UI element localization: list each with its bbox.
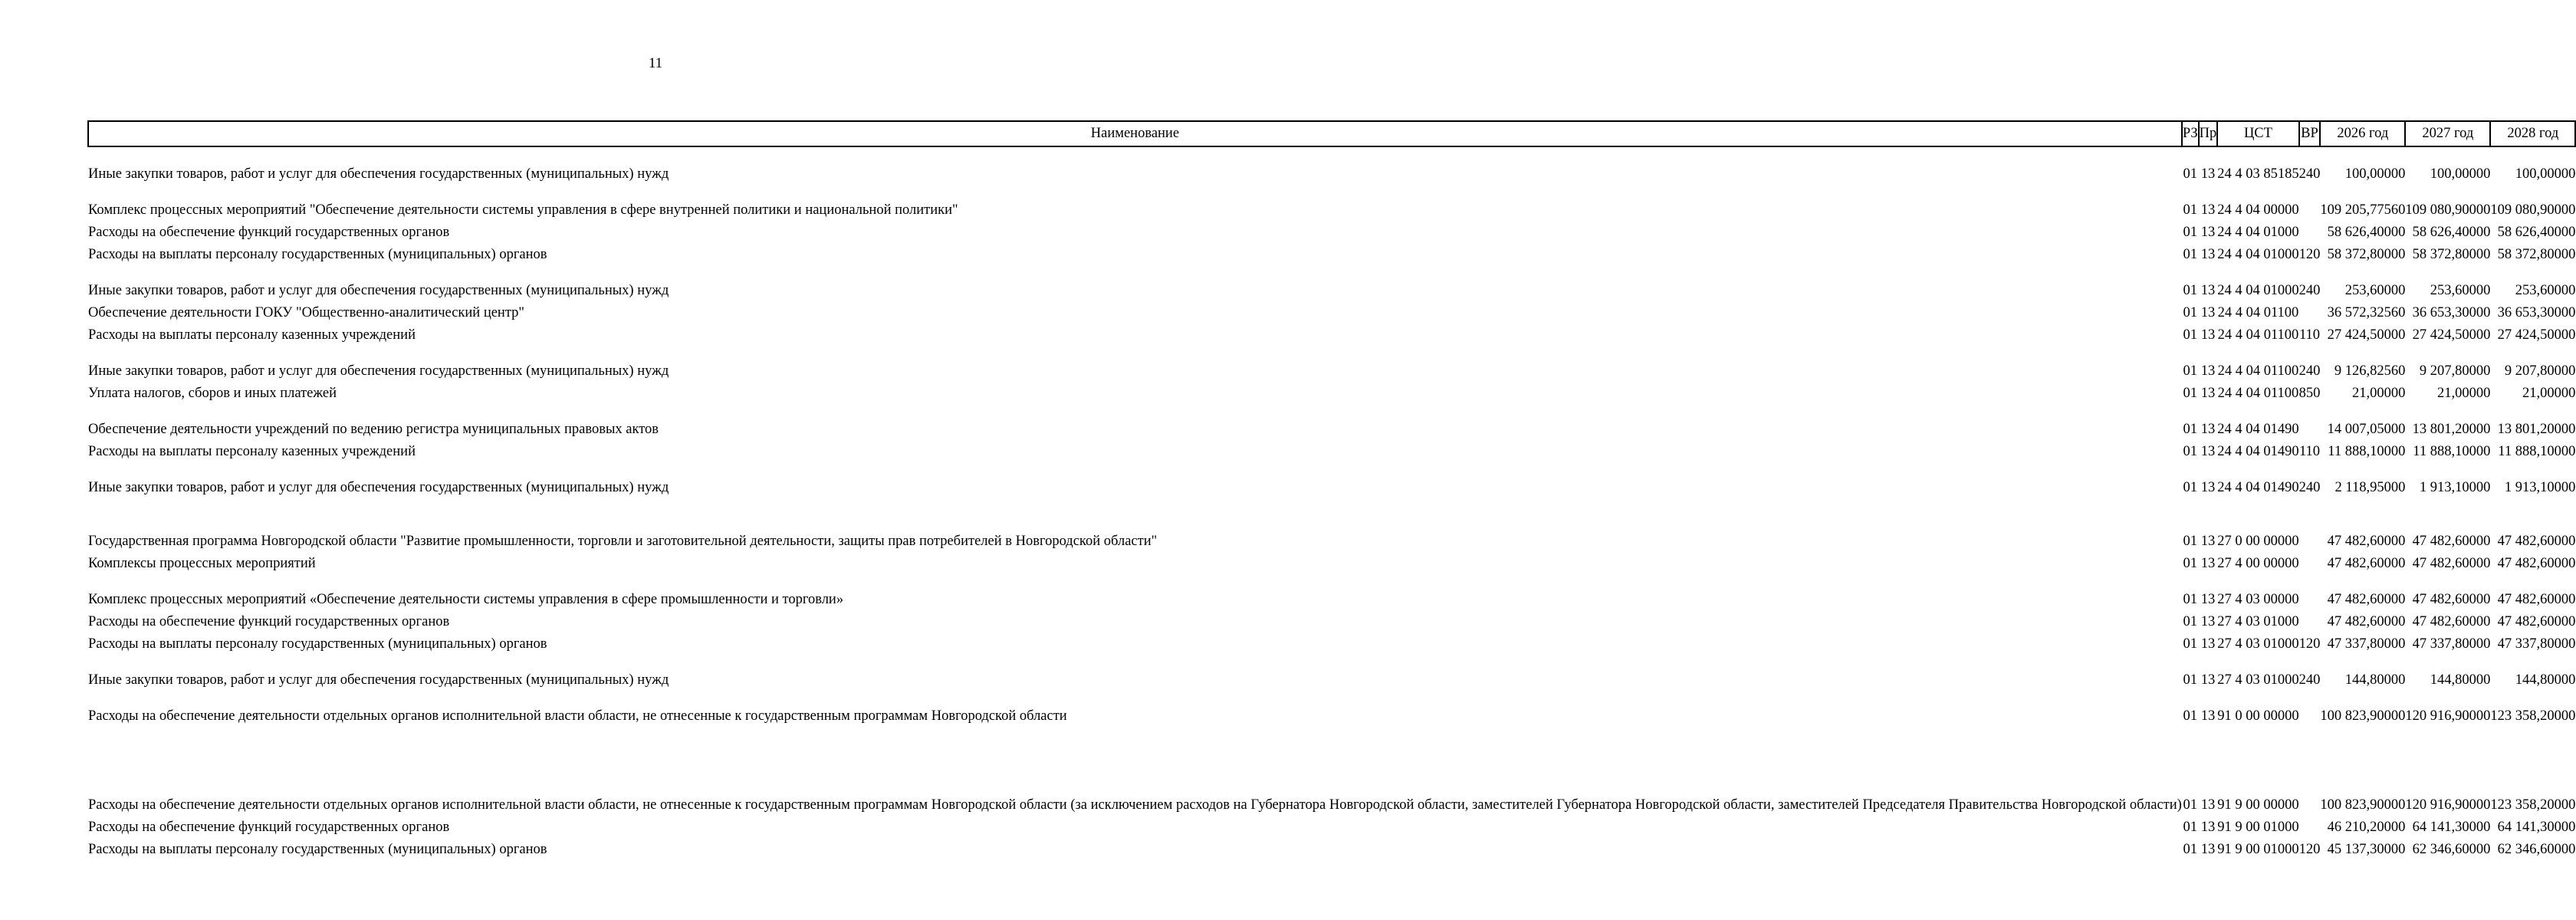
- table-row: [88, 609, 2575, 631]
- row-2028: 109 080,90000: [2490, 202, 2576, 218]
- page-number: 11: [648, 55, 663, 71]
- row-vr: 110: [2298, 327, 2321, 343]
- row-2026: 46 210,20000: [2327, 820, 2406, 835]
- row-rz: 01: [2183, 225, 2197, 240]
- row-2026: 100 823,90000: [2320, 708, 2406, 724]
- row-rz: 01: [2183, 797, 2197, 813]
- row-rz: 01: [2183, 247, 2197, 262]
- table-row: [88, 550, 2575, 573]
- row-2026: 2 118,95000: [2334, 480, 2406, 495]
- table-row: [88, 836, 2575, 859]
- row-cst: 27 4 03 01000: [2217, 672, 2299, 688]
- header-rz: РЗ: [2182, 121, 2199, 146]
- row-rz: 01: [2183, 305, 2197, 320]
- row-2028: 62 346,60000: [2497, 842, 2576, 857]
- table-row: [88, 219, 2575, 242]
- row-vr: [2299, 300, 2321, 322]
- row-2028: 144,80000: [2515, 672, 2576, 688]
- row-vr: 850: [2298, 386, 2321, 401]
- row-rz: 01: [2183, 672, 2197, 688]
- row-name: Расходы на обеспечение деятельности отдельных органов исполнительной власти области, не отнесенные к государственным программам Новгородской области (за исключением расходов на Губернатора Новгородской области, заместителей Губернатора Новгородской области, заместителей Председателя Правительства Новгородской области): [88, 797, 2182, 813]
- row-2028: 58 372,80000: [2497, 247, 2576, 262]
- row-vr: [2299, 402, 2321, 439]
- row-2026: 47 482,60000: [2327, 592, 2406, 607]
- header-2026: 2026 год: [2320, 121, 2405, 146]
- row-2026: 11 888,10000: [2328, 444, 2406, 459]
- row-2028: 123 358,20000: [2490, 708, 2576, 724]
- row-cst: 27 0 00 00000: [2217, 534, 2299, 549]
- row-name: Обеспечение деятельности учреждений по ведению регистра муниципальных правовых актов: [88, 422, 659, 437]
- row-vr: [2299, 183, 2321, 219]
- row-2026: 47 337,80000: [2327, 636, 2406, 652]
- row-name: Расходы на обеспечение деятельности отдельных органов исполнительной власти области, не отнесенные к государственным программам Новгородской области: [88, 708, 1067, 724]
- row-2028: 36 653,30000: [2497, 305, 2576, 320]
- table-row: [88, 497, 2575, 550]
- row-2026: 58 626,40000: [2327, 225, 2406, 240]
- row-2027: 9 207,80000: [2419, 363, 2491, 379]
- table-row: [88, 183, 2575, 219]
- row-pr: 13: [2200, 386, 2216, 401]
- row-2028: 1 913,10000: [2504, 480, 2576, 495]
- row-vr: 240: [2298, 283, 2321, 298]
- row-cst: 24 4 04 01100: [2217, 386, 2299, 401]
- row-2027: 47 337,80000: [2412, 636, 2491, 652]
- row-pr: 13: [2200, 225, 2216, 240]
- table-row: [88, 402, 2575, 439]
- header-cst: ЦСТ: [2217, 121, 2298, 146]
- row-cst: 91 9 00 01000: [2217, 820, 2299, 835]
- row-cst: 24 4 04 01490: [2217, 444, 2299, 459]
- row-name: Государственная программа Новгородской области "Развитие промышленности, торговли и заготовительной деятельности, защиты прав потребителей в Новгородской области": [88, 534, 1158, 549]
- row-vr: 240: [2298, 480, 2321, 495]
- row-vr: 120: [2298, 636, 2321, 652]
- table-row: [88, 242, 2575, 264]
- row-pr: 13: [2200, 534, 2216, 549]
- row-vr: [2299, 573, 2321, 609]
- row-2026: 100,00000: [2344, 166, 2406, 182]
- row-2028: 47 482,60000: [2497, 592, 2576, 607]
- table-row: [88, 380, 2575, 402]
- header-vr: ВР: [2299, 121, 2321, 146]
- row-name: Иные закупки товаров, работ и услуг для обеспечения государственных (муниципальных) нужд: [88, 480, 669, 495]
- table-row: [88, 689, 2575, 725]
- row-vr: [2299, 814, 2321, 836]
- row-2027: 1 913,10000: [2419, 480, 2491, 495]
- row-pr: 13: [2200, 672, 2216, 688]
- row-2028: 47 482,60000: [2497, 614, 2576, 629]
- row-2028: 253,60000: [2515, 283, 2576, 298]
- row-name: Иные закупки товаров, работ и услуг для обеспечения государственных (муниципальных) нужд: [88, 283, 669, 298]
- row-2027: 13 801,20000: [2412, 422, 2491, 437]
- row-2027: 100,00000: [2430, 166, 2491, 182]
- row-cst: 27 4 03 01000: [2217, 614, 2299, 629]
- row-vr: 240: [2298, 363, 2321, 379]
- row-2026: 109 205,77560: [2320, 202, 2406, 218]
- row-rz: 01: [2183, 327, 2197, 343]
- budget-table: [87, 120, 2576, 859]
- row-2026: 253,60000: [2344, 283, 2406, 298]
- header-name: Наименование: [88, 121, 2182, 146]
- row-rz: 01: [2183, 614, 2197, 629]
- row-2027: 58 626,40000: [2412, 225, 2491, 240]
- row-cst: 24 4 04 00000: [2217, 202, 2299, 218]
- row-2027: 58 372,80000: [2412, 247, 2491, 262]
- row-2027: 47 482,60000: [2412, 592, 2491, 607]
- row-vr: 240: [2298, 672, 2321, 688]
- row-pr: 13: [2200, 708, 2216, 724]
- row-cst: 91 9 00 01000: [2217, 842, 2299, 857]
- row-rz: 01: [2183, 166, 2197, 182]
- row-2027: 120 916,90000: [2405, 797, 2491, 813]
- row-2027: 253,60000: [2430, 283, 2491, 298]
- header-2027: 2027 год: [2405, 121, 2490, 146]
- row-vr: 240: [2298, 166, 2321, 182]
- row-pr: 13: [2200, 797, 2216, 813]
- row-2028: 13 801,20000: [2497, 422, 2576, 437]
- row-rz: 01: [2183, 708, 2197, 724]
- row-pr: 13: [2200, 166, 2216, 182]
- row-2026: 36 572,32560: [2327, 305, 2406, 320]
- row-2026: 47 482,60000: [2327, 534, 2406, 549]
- row-name: Расходы на обеспечение функций государственных органов: [88, 225, 450, 240]
- row-cst: 24 4 04 01490: [2217, 422, 2299, 437]
- row-2027: 144,80000: [2430, 672, 2491, 688]
- row-pr: 13: [2200, 480, 2216, 495]
- row-rz: 01: [2183, 363, 2197, 379]
- row-pr: 13: [2200, 820, 2216, 835]
- row-vr: [2299, 219, 2321, 242]
- header-pr: Пр: [2199, 121, 2218, 146]
- row-pr: 13: [2200, 842, 2216, 857]
- row-2026: 45 137,30000: [2327, 842, 2406, 857]
- row-2028: 123 358,20000: [2490, 797, 2576, 813]
- row-2026: 144,80000: [2344, 672, 2406, 688]
- row-2027: 64 141,30000: [2412, 820, 2491, 835]
- row-2026: 47 482,60000: [2327, 556, 2406, 571]
- table-body: [88, 146, 2575, 859]
- row-cst: 24 4 04 01100: [2217, 363, 2299, 379]
- row-2027: 27 424,50000: [2412, 327, 2491, 343]
- row-pr: 13: [2200, 327, 2216, 343]
- row-2028: 9 207,80000: [2504, 363, 2576, 379]
- row-vr: 120: [2298, 842, 2321, 857]
- row-vr: 120: [2298, 247, 2321, 262]
- row-cst: 24 4 04 01000: [2217, 225, 2299, 240]
- row-rz: 01: [2183, 556, 2197, 571]
- row-pr: 13: [2200, 636, 2216, 652]
- table-row: [88, 461, 2575, 497]
- row-2028: 27 424,50000: [2497, 327, 2576, 343]
- row-vr: [2299, 689, 2321, 725]
- row-2026: 47 482,60000: [2327, 614, 2406, 629]
- row-name: Иные закупки товаров, работ и услуг для обеспечения государственных (муниципальных) нужд: [88, 363, 669, 379]
- row-cst: 91 0 00 00000: [2217, 708, 2299, 724]
- row-name: Расходы на выплаты персоналу государственных (муниципальных) органов: [88, 247, 547, 262]
- table-row: [88, 631, 2575, 653]
- row-cst: 24 4 04 01100: [2217, 305, 2299, 320]
- row-2026: 9 126,82560: [2334, 363, 2406, 379]
- row-pr: 13: [2200, 444, 2216, 459]
- row-pr: 13: [2200, 247, 2216, 262]
- row-pr: 13: [2200, 422, 2216, 437]
- row-2027: 47 482,60000: [2412, 534, 2491, 549]
- table-row: [88, 300, 2575, 322]
- row-name: Комплекс процессных мероприятий «Обеспечение деятельности системы управления в сфере промышленности и торговли»: [88, 592, 844, 607]
- row-cst: 27 4 03 01000: [2217, 636, 2299, 652]
- table-row: [88, 146, 2575, 183]
- row-2027: 21,00000: [2437, 386, 2491, 401]
- row-name: Уплата налогов, сборов и иных платежей: [88, 386, 337, 401]
- row-2027: 62 346,60000: [2412, 842, 2491, 857]
- row-vr: [2299, 497, 2321, 550]
- row-2026: 21,00000: [2352, 386, 2406, 401]
- row-name: Иные закупки товаров, работ и услуг для обеспечения государственных (муниципальных) нужд: [88, 166, 669, 182]
- row-2028: 21,00000: [2522, 386, 2576, 401]
- row-name: Расходы на выплаты персоналу государственных (муниципальных) органов: [88, 636, 547, 652]
- row-2028: 47 337,80000: [2497, 636, 2576, 652]
- row-2028: 64 141,30000: [2497, 820, 2576, 835]
- row-cst: 91 9 00 00000: [2217, 797, 2299, 813]
- row-name: Расходы на обеспечение функций государственных органов: [88, 614, 450, 629]
- table-row: [88, 344, 2575, 380]
- row-pr: 13: [2200, 283, 2216, 298]
- row-rz: 01: [2183, 422, 2197, 437]
- row-2026: 58 372,80000: [2327, 247, 2406, 262]
- row-2026: 100 823,90000: [2320, 797, 2406, 813]
- row-vr: [2299, 725, 2321, 814]
- row-vr: 110: [2298, 444, 2321, 459]
- row-name: Расходы на выплаты персоналу казенных учреждений: [88, 444, 416, 459]
- row-pr: 13: [2200, 202, 2216, 218]
- row-2027: 109 080,90000: [2405, 202, 2491, 218]
- table-row: [88, 439, 2575, 461]
- row-cst: 27 4 00 00000: [2217, 556, 2299, 571]
- table-row: [88, 814, 2575, 836]
- row-pr: 13: [2200, 614, 2216, 629]
- row-pr: 13: [2200, 592, 2216, 607]
- row-cst: 24 4 04 01000: [2217, 283, 2299, 298]
- row-2026: 14 007,05000: [2327, 422, 2406, 437]
- row-2027: 11 888,10000: [2413, 444, 2491, 459]
- row-pr: 13: [2200, 363, 2216, 379]
- row-rz: 01: [2183, 842, 2197, 857]
- row-rz: 01: [2183, 444, 2197, 459]
- row-2027: 47 482,60000: [2412, 556, 2491, 571]
- row-cst: 27 4 03 00000: [2217, 592, 2299, 607]
- table-row: [88, 725, 2575, 814]
- row-vr: [2299, 550, 2321, 573]
- table-row: [88, 573, 2575, 609]
- row-rz: 01: [2183, 592, 2197, 607]
- row-rz: 01: [2183, 820, 2197, 835]
- table-row: [88, 322, 2575, 344]
- row-cst: 24 4 04 01100: [2217, 327, 2299, 343]
- row-rz: 01: [2183, 202, 2197, 218]
- row-2027: 47 482,60000: [2412, 614, 2491, 629]
- row-rz: 01: [2183, 386, 2197, 401]
- row-rz: 01: [2183, 636, 2197, 652]
- row-cst: 24 4 03 85185: [2217, 166, 2299, 182]
- row-2026: 27 424,50000: [2327, 327, 2406, 343]
- row-name: Расходы на обеспечение функций государственных органов: [88, 820, 450, 835]
- table-row: [88, 653, 2575, 689]
- row-2028: 58 626,40000: [2497, 225, 2576, 240]
- row-name: Иные закупки товаров, работ и услуг для обеспечения государственных (муниципальных) нужд: [88, 672, 669, 688]
- row-rz: 01: [2183, 480, 2197, 495]
- row-2028: 11 888,10000: [2498, 444, 2576, 459]
- table-row: [88, 264, 2575, 300]
- row-cst: 24 4 04 01000: [2217, 247, 2299, 262]
- row-name: Расходы на выплаты персоналу государственных (муниципальных) органов: [88, 842, 547, 857]
- row-pr: 13: [2200, 305, 2216, 320]
- row-2028: 47 482,60000: [2497, 534, 2576, 549]
- row-pr: 13: [2200, 556, 2216, 571]
- row-cst: 24 4 04 01490: [2217, 480, 2299, 495]
- header-2028: 2028 год: [2490, 121, 2575, 146]
- row-2028: 100,00000: [2515, 166, 2576, 182]
- row-2027: 120 916,90000: [2405, 708, 2491, 724]
- row-vr: [2299, 609, 2321, 631]
- row-2027: 36 653,30000: [2412, 305, 2491, 320]
- table-header: [88, 121, 2575, 146]
- row-name: Комплексы процессных мероприятий: [88, 556, 316, 571]
- row-rz: 01: [2183, 534, 2197, 549]
- row-name: Обеспечение деятельности ГОКУ "Общественно-аналитический центр": [88, 305, 524, 320]
- row-name: Расходы на выплаты персоналу казенных учреждений: [88, 327, 416, 343]
- row-2028: 47 482,60000: [2497, 556, 2576, 571]
- row-name: Комплекс процессных мероприятий "Обеспечение деятельности системы управления в сфере внутренней политики и национальной политики": [88, 202, 958, 218]
- row-rz: 01: [2183, 283, 2197, 298]
